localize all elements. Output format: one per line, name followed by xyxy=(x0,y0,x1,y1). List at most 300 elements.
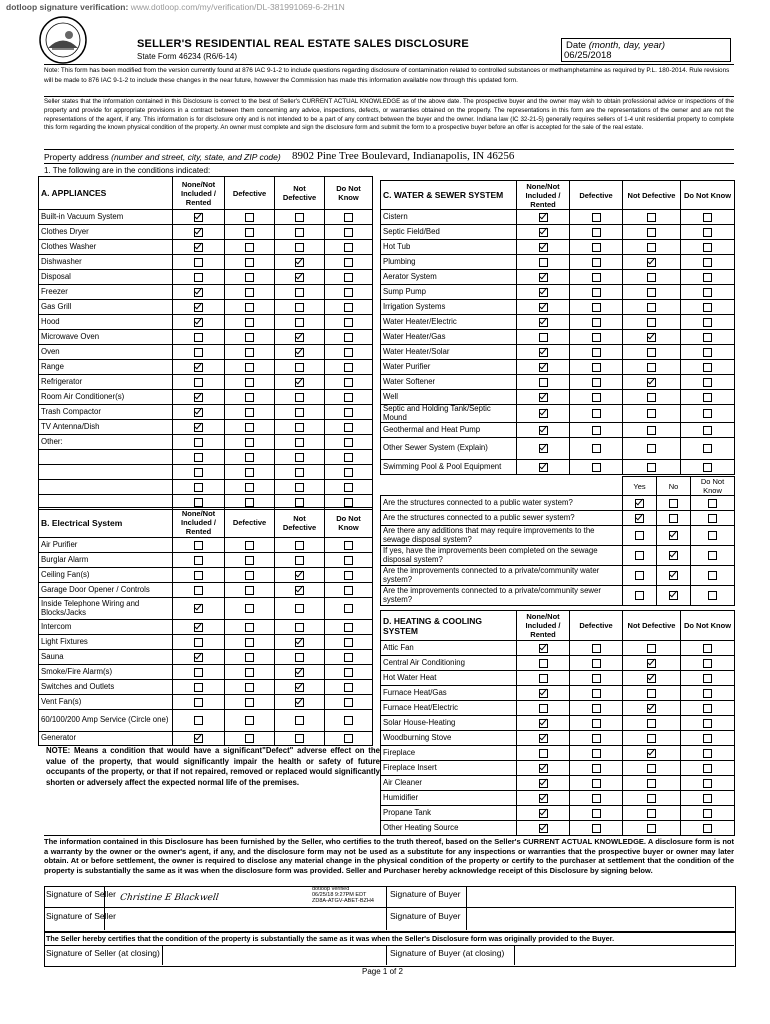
electrical-checkbox[interactable] xyxy=(194,604,203,613)
water-checkbox[interactable] xyxy=(703,228,712,237)
table-row xyxy=(381,776,735,791)
electrical-checkbox[interactable] xyxy=(245,653,254,662)
electrical-checkbox[interactable] xyxy=(194,623,203,632)
water-checkbox[interactable] xyxy=(539,393,548,402)
appliance-checkbox[interactable] xyxy=(295,333,304,342)
water-checkbox[interactable] xyxy=(592,363,601,372)
heating-checkbox[interactable] xyxy=(703,659,712,668)
water-checkbox[interactable] xyxy=(539,333,548,342)
water-checkbox[interactable] xyxy=(703,318,712,327)
water-checkbox[interactable] xyxy=(539,348,548,357)
appliance-checkbox[interactable] xyxy=(194,213,203,222)
water-checkbox[interactable] xyxy=(647,363,656,372)
electrical-checkbox[interactable] xyxy=(295,604,304,613)
electrical-checkbox[interactable] xyxy=(194,668,203,677)
appliance-checkbox[interactable] xyxy=(295,363,304,372)
water-checkbox[interactable] xyxy=(539,363,548,372)
water-checkbox[interactable] xyxy=(647,333,656,342)
water-checkbox[interactable] xyxy=(647,318,656,327)
appliance-checkbox[interactable] xyxy=(245,288,254,297)
table-row xyxy=(39,450,373,465)
heating-checkbox[interactable] xyxy=(539,764,548,773)
heating-checkbox[interactable] xyxy=(647,794,656,803)
electrical-checkbox[interactable] xyxy=(295,556,304,565)
water-checkbox[interactable] xyxy=(703,273,712,282)
water-checkbox[interactable] xyxy=(592,243,601,252)
electrical-checkbox[interactable] xyxy=(295,734,304,743)
appliance-checkbox[interactable] xyxy=(344,453,353,462)
appliance-checkbox[interactable] xyxy=(295,468,304,477)
electrical-checkbox[interactable] xyxy=(344,556,353,565)
electrical-checkbox[interactable] xyxy=(245,623,254,632)
water-checkbox[interactable] xyxy=(703,378,712,387)
electrical-checkbox[interactable] xyxy=(295,716,304,725)
appliance-checkbox[interactable] xyxy=(295,408,304,417)
water-checkbox[interactable] xyxy=(647,348,656,357)
appliance-checkbox[interactable] xyxy=(194,453,203,462)
appliance-checkbox[interactable] xyxy=(295,348,304,357)
water-checkbox[interactable] xyxy=(539,444,548,453)
appliance-checkbox[interactable] xyxy=(245,318,254,327)
heating-checkbox[interactable] xyxy=(703,779,712,788)
appliance-checkbox[interactable] xyxy=(344,423,353,432)
appliance-checkbox[interactable] xyxy=(295,273,304,282)
appliance-checkbox[interactable] xyxy=(344,378,353,387)
electrical-checkbox[interactable] xyxy=(245,604,254,613)
appliance-checkbox[interactable] xyxy=(344,318,353,327)
appliance-checkbox[interactable] xyxy=(344,408,353,417)
verification-url[interactable]: www.dotloop.com/my/verification/DL-381991069-6-2H1N xyxy=(130,2,345,12)
water-checkbox[interactable] xyxy=(703,393,712,402)
heating-checkbox[interactable] xyxy=(539,824,548,833)
electrical-checkbox[interactable] xyxy=(295,638,304,647)
water-checkbox[interactable] xyxy=(539,228,548,237)
appliance-checkbox[interactable] xyxy=(245,213,254,222)
heating-checkbox[interactable] xyxy=(539,659,548,668)
appliance-checkbox[interactable] xyxy=(295,423,304,432)
water-checkbox[interactable] xyxy=(703,348,712,357)
water-checkbox[interactable] xyxy=(539,409,548,418)
electrical-checkbox[interactable] xyxy=(194,556,203,565)
appliance-checkbox[interactable] xyxy=(295,378,304,387)
appliance-checkbox[interactable] xyxy=(245,498,254,507)
appliance-checkbox[interactable] xyxy=(245,483,254,492)
water-checkbox[interactable] xyxy=(592,426,601,435)
electrical-checkbox[interactable] xyxy=(295,683,304,692)
electrical-checkbox[interactable] xyxy=(194,683,203,692)
electrical-checkbox[interactable] xyxy=(194,716,203,725)
water-checkbox[interactable] xyxy=(647,426,656,435)
heating-checkbox[interactable] xyxy=(539,689,548,698)
appliance-label xyxy=(39,480,173,495)
do-not-know-checkbox[interactable] xyxy=(708,571,717,580)
water-checkbox[interactable] xyxy=(703,409,712,418)
water-checkbox[interactable] xyxy=(647,393,656,402)
appliance-checkbox[interactable] xyxy=(245,438,254,447)
water-label: Plumbing xyxy=(381,255,517,270)
appliance-checkbox[interactable] xyxy=(295,483,304,492)
yes-checkbox[interactable] xyxy=(635,551,644,560)
heating-checkbox[interactable] xyxy=(592,779,601,788)
col-do-not-know: Do Not Know xyxy=(325,508,373,538)
appliance-checkbox[interactable] xyxy=(344,273,353,282)
appliance-checkbox[interactable] xyxy=(194,348,203,357)
water-checkbox[interactable] xyxy=(539,463,548,472)
electrical-checkbox[interactable] xyxy=(194,586,203,595)
electrical-checkbox[interactable] xyxy=(245,541,254,550)
appliance-checkbox[interactable] xyxy=(344,393,353,402)
water-checkbox[interactable] xyxy=(539,243,548,252)
table-row xyxy=(39,435,373,450)
appliance-checkbox[interactable] xyxy=(344,498,353,507)
appliance-checkbox[interactable] xyxy=(245,453,254,462)
yes-checkbox[interactable] xyxy=(635,591,644,600)
do-not-know-checkbox[interactable] xyxy=(708,531,717,540)
appliance-checkbox[interactable] xyxy=(245,258,254,267)
electrical-checkbox[interactable] xyxy=(194,734,203,743)
appliance-checkbox[interactable] xyxy=(344,258,353,267)
seller-signature[interactable]: Christine E Blackwell xyxy=(119,893,220,903)
heating-checkbox[interactable] xyxy=(703,719,712,728)
appliance-checkbox[interactable] xyxy=(245,378,254,387)
appliance-checkbox[interactable] xyxy=(295,258,304,267)
heating-checkbox[interactable] xyxy=(592,794,601,803)
appliance-checkbox[interactable] xyxy=(245,393,254,402)
electrical-label: 60/100/200 Amp Service (Circle one) xyxy=(39,710,173,732)
electrical-checkbox[interactable] xyxy=(344,653,353,662)
water-checkbox[interactable] xyxy=(703,258,712,267)
water-checkbox[interactable] xyxy=(647,243,656,252)
heating-checkbox[interactable] xyxy=(539,794,548,803)
water-checkbox[interactable] xyxy=(592,348,601,357)
heating-checkbox[interactable] xyxy=(647,809,656,818)
heating-checkbox[interactable] xyxy=(592,824,601,833)
electrical-checkbox[interactable] xyxy=(344,683,353,692)
electrical-checkbox[interactable] xyxy=(344,604,353,613)
heating-checkbox[interactable] xyxy=(703,794,712,803)
appliance-checkbox[interactable] xyxy=(194,228,203,237)
heating-checkbox[interactable] xyxy=(592,659,601,668)
appliance-checkbox[interactable] xyxy=(344,303,353,312)
electrical-checkbox[interactable] xyxy=(295,586,304,595)
electrical-checkbox[interactable] xyxy=(245,638,254,647)
appliance-checkbox[interactable] xyxy=(295,393,304,402)
electrical-checkbox[interactable] xyxy=(245,668,254,677)
heating-checkbox[interactable] xyxy=(647,689,656,698)
electrical-checkbox[interactable] xyxy=(344,716,353,725)
appliance-checkbox[interactable] xyxy=(344,213,353,222)
water-checkbox[interactable] xyxy=(539,378,548,387)
water-checkbox[interactable] xyxy=(539,273,548,282)
property-address-label: Property address (number and street, city, state, and ZIP code) xyxy=(44,152,281,162)
heating-checkbox[interactable] xyxy=(703,644,712,653)
do-not-know-checkbox[interactable] xyxy=(708,514,717,523)
water-checkbox[interactable] xyxy=(647,378,656,387)
do-not-know-checkbox[interactable] xyxy=(708,591,717,600)
water-checkbox[interactable] xyxy=(703,288,712,297)
electrical-checkbox[interactable] xyxy=(295,668,304,677)
heating-checkbox[interactable] xyxy=(592,689,601,698)
appliance-checkbox[interactable] xyxy=(295,453,304,462)
heating-checkbox[interactable] xyxy=(539,809,548,818)
electrical-checkbox[interactable] xyxy=(245,734,254,743)
water-checkbox[interactable] xyxy=(703,463,712,472)
appliance-checkbox[interactable] xyxy=(344,483,353,492)
heating-checkbox[interactable] xyxy=(647,644,656,653)
appliance-checkbox[interactable] xyxy=(194,438,203,447)
appliance-checkbox[interactable] xyxy=(194,333,203,342)
electrical-checkbox[interactable] xyxy=(245,698,254,707)
buyer-signature-label-2: Signature of Buyer xyxy=(390,911,461,921)
water-checkbox[interactable] xyxy=(703,444,712,453)
heating-checkbox[interactable] xyxy=(647,779,656,788)
water-checkbox[interactable] xyxy=(647,303,656,312)
heating-label: Humidifier xyxy=(381,791,517,806)
electrical-checkbox[interactable] xyxy=(194,638,203,647)
electrical-checkbox[interactable] xyxy=(344,586,353,595)
appliance-checkbox[interactable] xyxy=(194,318,203,327)
electrical-checkbox[interactable] xyxy=(295,571,304,580)
appliance-checkbox[interactable] xyxy=(245,273,254,282)
electrical-checkbox[interactable] xyxy=(295,623,304,632)
table-row xyxy=(381,821,735,836)
heating-checkbox[interactable] xyxy=(592,719,601,728)
table-row xyxy=(381,330,735,345)
appliance-checkbox[interactable] xyxy=(194,303,203,312)
electrical-checkbox[interactable] xyxy=(194,571,203,580)
heating-checkbox[interactable] xyxy=(647,824,656,833)
electrical-checkbox[interactable] xyxy=(295,698,304,707)
table-row xyxy=(39,210,373,225)
heating-checkbox[interactable] xyxy=(539,779,548,788)
electrical-checkbox[interactable] xyxy=(344,698,353,707)
water-checkbox[interactable] xyxy=(647,463,656,472)
heating-checkbox[interactable] xyxy=(703,764,712,773)
appliance-checkbox[interactable] xyxy=(194,258,203,267)
water-checkbox[interactable] xyxy=(647,288,656,297)
water-checkbox[interactable] xyxy=(592,213,601,222)
water-checkbox[interactable] xyxy=(539,258,548,267)
heating-checkbox[interactable] xyxy=(592,734,601,743)
electrical-checkbox[interactable] xyxy=(295,541,304,550)
electrical-checkbox[interactable] xyxy=(245,571,254,580)
do-not-know-checkbox[interactable] xyxy=(708,499,717,508)
appliance-checkbox[interactable] xyxy=(344,333,353,342)
date-box xyxy=(561,38,731,62)
appliance-checkbox[interactable] xyxy=(344,438,353,447)
appliance-checkbox[interactable] xyxy=(295,288,304,297)
appliance-checkbox[interactable] xyxy=(194,243,203,252)
appliance-checkbox[interactable] xyxy=(245,228,254,237)
appliance-checkbox[interactable] xyxy=(245,243,254,252)
electrical-checkbox[interactable] xyxy=(295,653,304,662)
appliance-checkbox[interactable] xyxy=(194,408,203,417)
water-checkbox[interactable] xyxy=(703,243,712,252)
appliance-checkbox[interactable] xyxy=(295,303,304,312)
water-checkbox[interactable] xyxy=(647,228,656,237)
electrical-checkbox[interactable] xyxy=(245,683,254,692)
yes-checkbox[interactable] xyxy=(635,571,644,580)
appliance-checkbox[interactable] xyxy=(344,288,353,297)
heating-checkbox[interactable] xyxy=(647,719,656,728)
no-checkbox[interactable] xyxy=(669,499,678,508)
heating-checkbox[interactable] xyxy=(592,749,601,758)
water-checkbox[interactable] xyxy=(539,303,548,312)
table-row xyxy=(381,255,735,270)
yes-checkbox[interactable] xyxy=(635,514,644,523)
water-checkbox[interactable] xyxy=(592,463,601,472)
heating-checkbox[interactable] xyxy=(592,764,601,773)
heating-checkbox[interactable] xyxy=(647,674,656,683)
water-checkbox[interactable] xyxy=(703,426,712,435)
date-value[interactable]: 06/25/2018 xyxy=(564,50,612,61)
appliance-checkbox[interactable] xyxy=(344,468,353,477)
water-checkbox[interactable] xyxy=(592,273,601,282)
heating-checkbox[interactable] xyxy=(647,764,656,773)
heating-checkbox[interactable] xyxy=(703,674,712,683)
appliance-checkbox[interactable] xyxy=(194,378,203,387)
electrical-checkbox[interactable] xyxy=(344,638,353,647)
appliance-checkbox[interactable] xyxy=(295,498,304,507)
water-checkbox[interactable] xyxy=(539,288,548,297)
appliance-checkbox[interactable] xyxy=(245,333,254,342)
appliance-checkbox[interactable] xyxy=(295,213,304,222)
water-checkbox[interactable] xyxy=(703,213,712,222)
appliance-checkbox[interactable] xyxy=(245,303,254,312)
yes-checkbox[interactable] xyxy=(635,499,644,508)
heating-checkbox[interactable] xyxy=(703,734,712,743)
appliance-checkbox[interactable] xyxy=(245,408,254,417)
heating-checkbox[interactable] xyxy=(647,704,656,713)
water-checkbox[interactable] xyxy=(592,258,601,267)
appliance-checkbox[interactable] xyxy=(245,348,254,357)
table-row xyxy=(39,480,373,495)
heating-checkbox[interactable] xyxy=(539,704,548,713)
property-address-value[interactable]: 8902 Pine Tree Boulevard, Indianapolis, IN 46256 xyxy=(292,150,515,162)
water-checkbox[interactable] xyxy=(539,213,548,222)
heating-checkbox[interactable] xyxy=(647,749,656,758)
electrical-checkbox[interactable] xyxy=(344,541,353,550)
appliance-checkbox[interactable] xyxy=(194,498,203,507)
heating-checkbox[interactable] xyxy=(539,674,548,683)
no-checkbox[interactable] xyxy=(669,531,678,540)
no-checkbox[interactable] xyxy=(669,551,678,560)
table-row xyxy=(381,315,735,330)
water-checkbox[interactable] xyxy=(592,393,601,402)
electrical-checkbox[interactable] xyxy=(344,734,353,743)
appliance-checkbox[interactable] xyxy=(194,393,203,402)
appliance-checkbox[interactable] xyxy=(344,243,353,252)
water-checkbox[interactable] xyxy=(647,409,656,418)
electrical-checkbox[interactable] xyxy=(245,586,254,595)
heating-checkbox[interactable] xyxy=(703,809,712,818)
question-label: Are the improvements connected to a private/community sewer system? xyxy=(381,586,623,606)
water-checkbox[interactable] xyxy=(703,303,712,312)
electrical-checkbox[interactable] xyxy=(344,623,353,632)
heating-checkbox[interactable] xyxy=(592,704,601,713)
appliance-checkbox[interactable] xyxy=(295,438,304,447)
water-checkbox[interactable] xyxy=(647,213,656,222)
water-checkbox[interactable] xyxy=(592,409,601,418)
heating-checkbox[interactable] xyxy=(539,719,548,728)
heating-checkbox[interactable] xyxy=(647,734,656,743)
water-checkbox[interactable] xyxy=(647,273,656,282)
water-checkbox[interactable] xyxy=(592,318,601,327)
water-checkbox[interactable] xyxy=(592,288,601,297)
heating-checkbox[interactable] xyxy=(703,704,712,713)
water-checkbox[interactable] xyxy=(703,333,712,342)
electrical-checkbox[interactable] xyxy=(245,556,254,565)
table-row xyxy=(381,270,735,285)
electrical-checkbox[interactable] xyxy=(245,716,254,725)
water-checkbox[interactable] xyxy=(539,426,548,435)
appliance-checkbox[interactable] xyxy=(194,288,203,297)
heating-checkbox[interactable] xyxy=(592,644,601,653)
water-checkbox[interactable] xyxy=(592,378,601,387)
table-row xyxy=(39,465,373,480)
appliance-checkbox[interactable] xyxy=(295,318,304,327)
water-checkbox[interactable] xyxy=(592,444,601,453)
appliance-checkbox[interactable] xyxy=(295,228,304,237)
water-checkbox[interactable] xyxy=(592,303,601,312)
do-not-know-checkbox[interactable] xyxy=(708,551,717,560)
appliances-header: A. APPLIANCES xyxy=(39,177,173,210)
yes-checkbox[interactable] xyxy=(635,531,644,540)
appliance-checkbox[interactable] xyxy=(194,483,203,492)
heating-checkbox[interactable] xyxy=(539,644,548,653)
appliance-checkbox[interactable] xyxy=(245,468,254,477)
heating-checkbox[interactable] xyxy=(703,689,712,698)
appliance-checkbox[interactable] xyxy=(194,273,203,282)
appliance-checkbox[interactable] xyxy=(295,243,304,252)
appliance-checkbox[interactable] xyxy=(344,348,353,357)
seller-signature-label: Signature of Seller xyxy=(46,889,116,899)
electrical-checkbox[interactable] xyxy=(194,653,203,662)
appliance-checkbox[interactable] xyxy=(344,228,353,237)
water-checkbox[interactable] xyxy=(647,258,656,267)
no-checkbox[interactable] xyxy=(669,514,678,523)
heating-checkbox[interactable] xyxy=(703,749,712,758)
appliance-checkbox[interactable] xyxy=(194,363,203,372)
appliance-checkbox[interactable] xyxy=(245,363,254,372)
no-checkbox[interactable] xyxy=(669,591,678,600)
sewer-questions-table xyxy=(380,476,735,606)
appliance-checkbox[interactable] xyxy=(194,468,203,477)
electrical-checkbox[interactable] xyxy=(344,668,353,677)
water-checkbox[interactable] xyxy=(703,363,712,372)
appliance-checkbox[interactable] xyxy=(194,423,203,432)
water-checkbox[interactable] xyxy=(539,318,548,327)
electrical-checkbox[interactable] xyxy=(344,571,353,580)
heating-checkbox[interactable] xyxy=(592,674,601,683)
water-checkbox[interactable] xyxy=(592,333,601,342)
electrical-label: Burglar Alarm xyxy=(39,553,173,568)
electrical-checkbox[interactable] xyxy=(194,541,203,550)
heating-checkbox[interactable] xyxy=(539,749,548,758)
electrical-checkbox[interactable] xyxy=(194,698,203,707)
appliance-checkbox[interactable] xyxy=(245,423,254,432)
no-checkbox[interactable] xyxy=(669,571,678,580)
heating-checkbox[interactable] xyxy=(592,809,601,818)
heating-checkbox[interactable] xyxy=(647,659,656,668)
water-checkbox[interactable] xyxy=(647,444,656,453)
buyer-signature-label: Signature of Buyer xyxy=(390,889,461,899)
heating-checkbox[interactable] xyxy=(539,734,548,743)
heating-label: Furnace Heat/Gas xyxy=(381,686,517,701)
heating-checkbox[interactable] xyxy=(703,824,712,833)
water-checkbox[interactable] xyxy=(592,228,601,237)
appliance-checkbox[interactable] xyxy=(344,363,353,372)
